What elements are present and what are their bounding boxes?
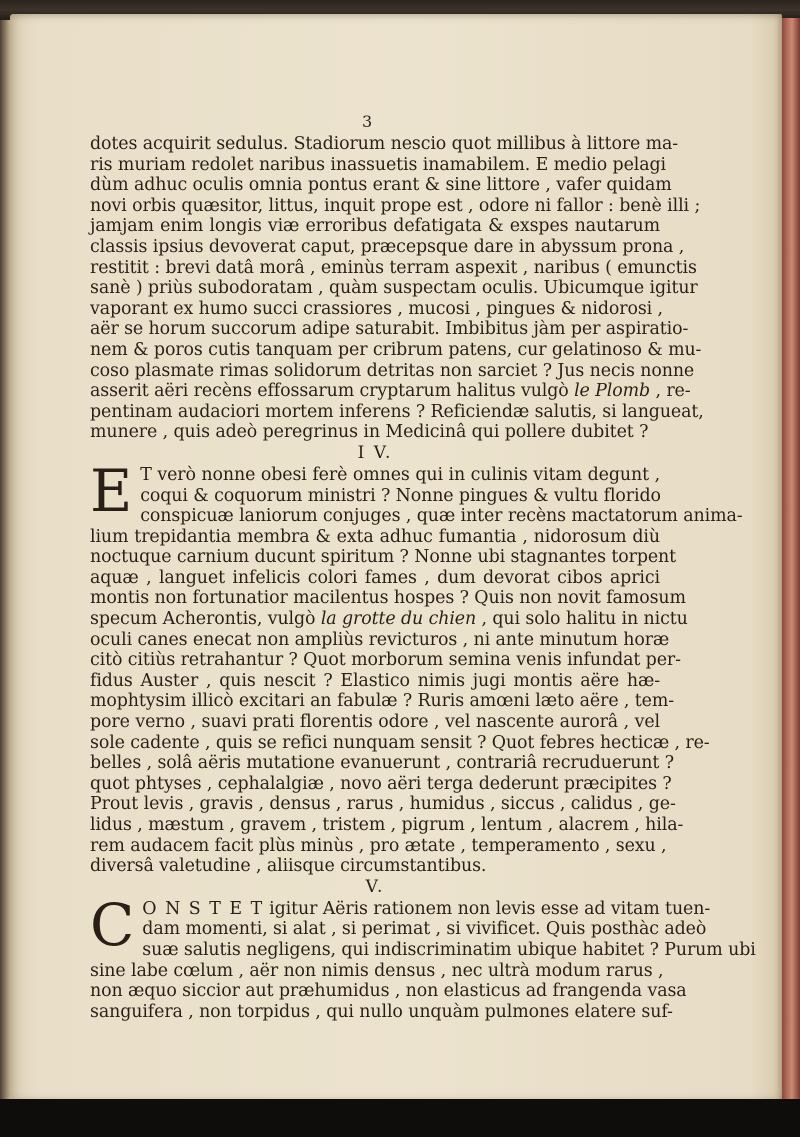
text-line: suæ salutis negligens, qui indiscriminatim ubique habitet ? Purum ubi <box>142 939 756 960</box>
text-line: quot phtyses , cephalalgiæ , novo aëri terga dederunt præcipites ? <box>90 773 672 794</box>
section-heading-v: V. <box>365 876 385 897</box>
italic-phrase: la grotte du chien <box>320 609 477 630</box>
drop-cap: C <box>90 890 135 959</box>
book-fore-edge <box>782 18 800 1118</box>
text-line: pentinam audaciori mortem inferens ? Reficiendæ salutis, si langueat, <box>90 401 704 422</box>
text-line: dam momenti, si alat , si perimat , si vivificet. Quis posthàc adeò <box>142 919 707 940</box>
text-line: coso plasmate rimas solidorum detritas non sarciet ? Jus necis nonne <box>90 360 695 381</box>
paragraph-3-body <box>90 939 756 1022</box>
text-segment: igitur Aëris rationem non levis esse ad vitam tuen- <box>263 898 711 919</box>
text-line: classis ipsius devoverat caput, præcepsque dare in abyssum prona , <box>90 236 685 257</box>
page-number: 3 <box>362 112 373 131</box>
text-column <box>90 114 756 1022</box>
text-line: dùm adhuc oculis omnia pontus erant & sine littore , vafer quidam <box>90 175 672 196</box>
text-line: sine labe cœlum , aër non nimis densus , nec ultrà modum rarus , <box>90 960 664 981</box>
text-line: coqui & coquorum ministri ? Nonne pingues & vultu florido <box>140 485 661 506</box>
text-line: belles , solâ aëris mutatione evanuerunt , contrariâ recruduerunt ? <box>90 753 674 774</box>
text-line-with-italic <box>90 381 691 402</box>
text-line: novi orbis quæsitor, littus, inquit prope est , odore ni fallor : benè illi ; <box>90 195 701 216</box>
text-line: pore verno , suavi prati florentis odore , vel nascente aurorâ , vel <box>90 712 660 733</box>
text-line: lium trepidantia membra & exta adhuc fumantia , nidorosum diù <box>90 526 660 547</box>
text-line: montis non fortunatior macilentus hospes ? Quis non novit famosum <box>90 588 686 609</box>
text-line: mophtysim illicò excitari an fabulæ ? Ruris amœni læto aëre , tem- <box>90 691 675 712</box>
text-line: restitit : brevi datâ morâ , eminùs terram aspexit , naribus ( emunctis <box>90 257 697 278</box>
text-line: citò citiùs retrahantur ? Quot morborum semina venis infundat per- <box>90 650 681 671</box>
paragraph-1 <box>90 134 704 443</box>
text-line: conspicuæ laniorum conjuges , quæ inter recèns mactatorum anima- <box>140 506 743 527</box>
text-line: oculi canes enecat non ampliùs revicturos , ni ante minutum horæ <box>90 629 670 650</box>
text-line: sole cadente , quis se refici nunquam sensit ? Quot febres hecticæ , re- <box>90 732 710 753</box>
text-line: diversâ valetudine , aliisque circumstantibus. <box>90 856 487 877</box>
paragraph-2-body <box>90 506 743 877</box>
text-segment: asserit aëri recèns effossarum cryptarum halitus vulgò <box>90 381 575 402</box>
text-line: jamjam enim longis viæ erroribus defatigata & exspes nautarum <box>90 216 660 237</box>
text-line: dotes acquirit sedulus. Stadiorum nescio quot millibus à littore ma- <box>90 134 679 154</box>
section-heading-iv: I V. <box>357 442 393 463</box>
book-gutter-edge <box>0 20 10 1110</box>
text-line: sanè ) priùs subodoratam , quàm suspectam oculis. Ubicumque igitur <box>90 278 698 299</box>
text-line: sanguifera , non torpidus , qui nullo unquàm pulmones elatere suf- <box>90 1001 673 1022</box>
drop-cap: E <box>90 456 133 525</box>
text-line: nem & poros cutis tanquam per cribrum patens, cur gelatinoso & mu- <box>90 339 702 360</box>
text-line: aquæ , languet infelicis colori fames , dum devorat cibos aprici <box>90 567 660 588</box>
text-line: Prout levis , gravis , densus , rarus , humidus , siccus , calidus , ge- <box>90 794 676 815</box>
scan-bottom-shadow <box>0 1099 800 1137</box>
text-line: noctuque carnium ducunt spiritum ? Nonne ubi stagnantes torpent <box>90 547 677 568</box>
text-line: rem audacem facit plùs minùs , pro ætate , temperamento , sexu , <box>90 835 667 856</box>
text-line: fidus Auster , quis nescit ? Elastico nimis jugi montis aëre hæ- <box>90 670 660 691</box>
text-line: T verò nonne obesi ferè omnes qui in culinis vitam degunt , <box>140 464 660 485</box>
text-line: aër se horum succorum adipe saturabit. Imbibitus jàm per aspiratio- <box>90 319 689 340</box>
text-segment: , qui solo halitu in nictu <box>476 609 688 630</box>
text-line <box>90 898 711 920</box>
text-segment: , re- <box>650 381 691 402</box>
text-segment: specum Acherontis, vulgò <box>90 609 321 630</box>
small-caps-opening: O N S T E T <box>142 898 264 919</box>
text-line: lidus , mæstum , gravem , tristem , pigrum , lentum , alacrem , hila- <box>90 815 684 835</box>
text-line: non æquo siccior aut præhumidus , non elasticus ad frangenda vasa <box>90 981 687 1002</box>
text-line: munere , quis adeò peregrinus in Medicinâ qui pollere dubitet ? <box>90 422 649 443</box>
text-line-with-italic <box>90 609 688 630</box>
text-line: ris muriam redolet naribus inassuetis inamabilem. E medio pelagi <box>90 154 666 175</box>
italic-phrase: le Plomb <box>574 381 651 402</box>
text-line: vaporant ex humo succi crassiores , mucosi , pingues & nidorosi , <box>90 298 663 319</box>
